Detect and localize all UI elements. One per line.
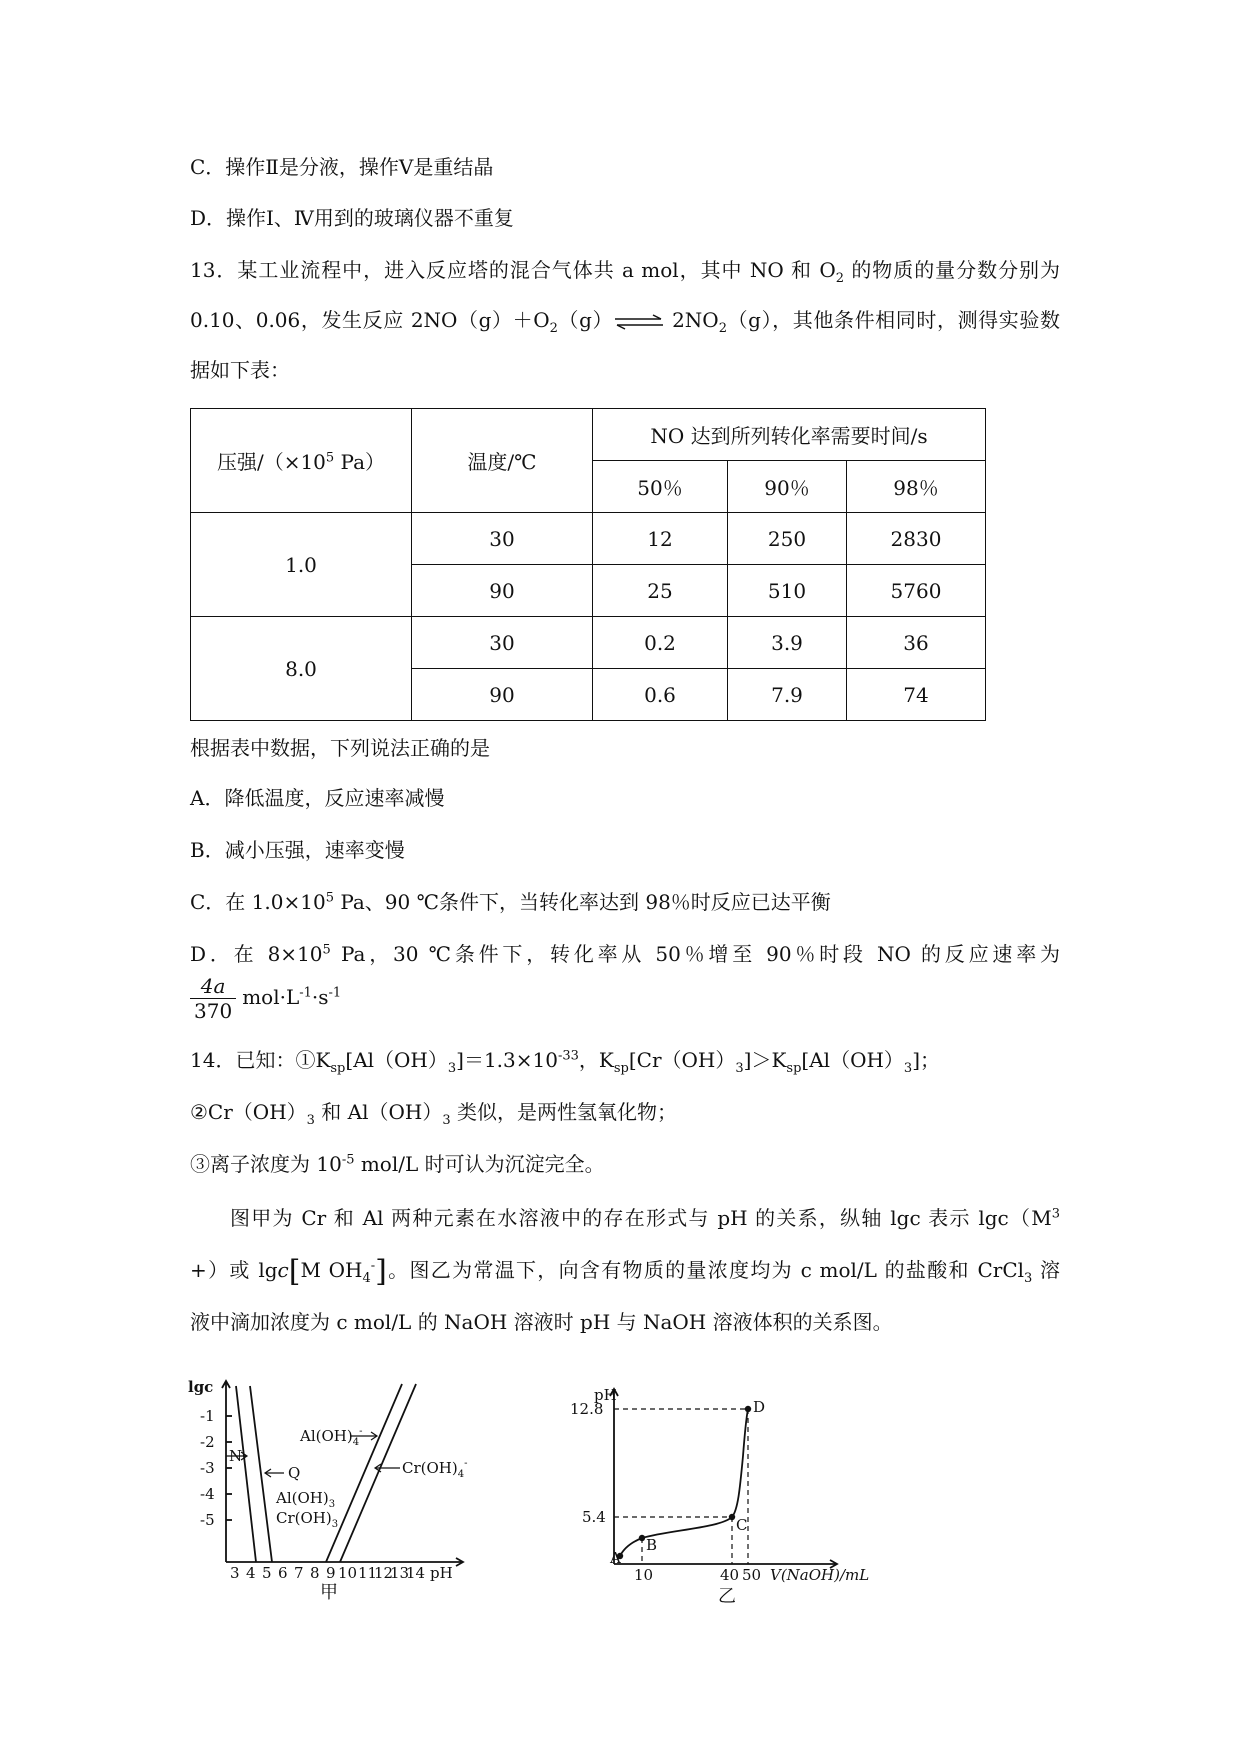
x-tick: 9	[326, 1564, 336, 1582]
q14-paragraph-line-3: 液中滴加浓度为 c mol/L 的 NaOH 溶液时 pH 与 NaOH 溶液体积的关系图。	[190, 1310, 893, 1334]
header-conversion-98: 98％	[847, 461, 986, 513]
x-tick: 12	[374, 1564, 394, 1582]
x-axis-label: pH	[430, 1564, 453, 1582]
label-al-oh3: $Al(OH)_3$	[276, 1489, 336, 1510]
q12-option-c: C．操作Ⅱ是分液，操作Ⅴ是重结晶	[190, 155, 494, 179]
y-axis-label: lgc	[188, 1378, 214, 1396]
value-cell: 25	[593, 565, 728, 617]
equilibrium-arrow-icon	[613, 314, 665, 330]
point-d: D	[753, 1398, 766, 1416]
header-temperature: 温度/℃	[412, 409, 593, 513]
figure-jia	[180, 1372, 480, 1602]
x-tick: 8	[310, 1564, 320, 1582]
x-tick: 10	[338, 1564, 358, 1582]
temp-cell: 30	[412, 617, 593, 669]
value-cell: 5760	[847, 565, 986, 617]
x-tick: 50	[742, 1566, 762, 1584]
figure-caption: 乙	[718, 1586, 736, 1607]
y-tick: -5	[200, 1511, 215, 1529]
q14-line-2: $②Cr(OH)_3$ 和 $Al(OH)_3$ 类似，是两性氢氧化物；	[190, 1100, 677, 1128]
q13-option-c: C．在 $1.0\times 10^5$ Pa、90 ℃条件下，当转化率达到 98％时反应已达平衡	[190, 890, 831, 914]
y-tick: 5.4	[582, 1508, 606, 1526]
x-axis-label: V(NaOH)/mL	[770, 1566, 870, 1584]
x-tick: 6	[278, 1564, 288, 1582]
temp-cell: 30	[412, 513, 593, 565]
y-tick: -4	[200, 1485, 215, 1503]
label-al-oh4: $Al(OH)_4^-$	[300, 1426, 363, 1448]
label-q: Q	[288, 1464, 301, 1482]
conversion-time-table	[190, 408, 986, 721]
figure-yi	[570, 1380, 880, 1610]
point-a: A	[610, 1549, 621, 1567]
q13-option-b: B．减小压强，速率变慢	[190, 838, 405, 862]
q13-option-d-rate: $\frac{4a}{370}$ $mol\cdot L^{-1}\cdot s^{-1}$	[190, 974, 341, 1023]
y-tick: -3	[200, 1459, 215, 1477]
q14-line-1: 14．已知：$①K_{sp}[Al(OH)_3]=1.3\times 10^{-33}$，$K_{sp}[Cr(OH)_3]>K_{sp}[Al(OH)_3]$；	[190, 1048, 940, 1076]
x-tick: 10	[634, 1566, 654, 1584]
q14-line-3: ③离子浓度为 $10^{-5}$ mol/L 时可认为沉淀完全。	[190, 1152, 605, 1176]
q13-stem: 根据表中数据，下列说法正确的是	[190, 736, 490, 760]
value-cell: 74	[847, 669, 986, 721]
y-tick: 12.8	[570, 1400, 604, 1418]
value-cell: 7.9	[728, 669, 847, 721]
table-row	[191, 617, 986, 669]
rate-fraction: $\frac{4a}{370}$	[190, 974, 236, 1023]
q13-line-1: 13．某工业流程中，进入反应塔的混合气体共 a mol，其中 NO 和 $O_2$ 的物质的量分数分别为	[190, 258, 1060, 286]
label-n: N	[229, 1447, 243, 1465]
q12-option-d: D．操作Ⅰ、Ⅳ用到的玻璃仪器不重复	[190, 206, 514, 230]
header-pressure: 压强$/(\times 10^5$ Pa）	[191, 409, 412, 513]
q14-paragraph-line-1: 图甲为 Cr 和 Al 两种元素在水溶液中的存在形式与 pH 的关系，纵轴 lgc 表示 $\lg c(M^3$	[230, 1206, 1060, 1230]
value-cell: 0.2	[593, 617, 728, 669]
temp-cell: 90	[412, 669, 593, 721]
q13-line-3: 据如下表：	[190, 358, 290, 382]
y-tick: -2	[200, 1433, 215, 1451]
pressure-cell: 1.0	[191, 513, 412, 617]
point-b: B	[646, 1536, 658, 1554]
value-cell: 12	[593, 513, 728, 565]
value-cell: 3.9	[728, 617, 847, 669]
value-cell: 2830	[847, 513, 986, 565]
q14-paragraph-line-2: +）或 lgc[M $OH_4^-$]。图乙为常温下，向含有物质的量浓度均为 c mol/L 的盐酸和 CrCl$_3$ 溶	[190, 1254, 1060, 1289]
header-conversion-50: 50％	[593, 461, 728, 513]
x-tick: 7	[294, 1564, 304, 1582]
x-tick: 3	[230, 1564, 240, 1582]
x-tick: 11	[358, 1564, 378, 1582]
value-cell: 0.6	[593, 669, 728, 721]
header-time: NO 达到所列转化率需要时间/s	[593, 409, 986, 461]
temp-cell: 90	[412, 565, 593, 617]
header-conversion-90: 90％	[728, 461, 847, 513]
pressure-cell: 8.0	[191, 617, 412, 721]
q13-line-2: 0.10、0.06，发生反应 $2NO(g)+O_2(g)$ $2NO_2(g)$，其他条件相同时，测得实验数	[190, 308, 1060, 336]
table-row	[191, 513, 986, 565]
x-tick: 13	[390, 1564, 410, 1582]
x-tick: 4	[246, 1564, 256, 1582]
x-tick: 40	[720, 1566, 740, 1584]
q13-option-a: A．降低温度，反应速率减慢	[190, 786, 445, 810]
value-cell: 250	[728, 513, 847, 565]
figure-caption: 甲	[320, 1582, 338, 1603]
label-cr-oh3: $Cr(OH)_3$	[276, 1509, 339, 1530]
label-cr-oh4: $Cr(OH)_4^-$	[402, 1458, 468, 1480]
point-c: C	[736, 1516, 748, 1534]
q13-option-d: D．在 $8\times 10^5$ Pa，30 ℃条件下，转化率从 50％增至 90％时段 NO 的反应速率为	[190, 942, 1061, 966]
value-cell: 36	[847, 617, 986, 669]
y-tick: -1	[200, 1407, 215, 1425]
value-cell: 510	[728, 565, 847, 617]
y-axis-label: pH	[594, 1386, 617, 1404]
x-tick: 5	[262, 1564, 272, 1582]
x-tick: 14	[406, 1564, 426, 1582]
